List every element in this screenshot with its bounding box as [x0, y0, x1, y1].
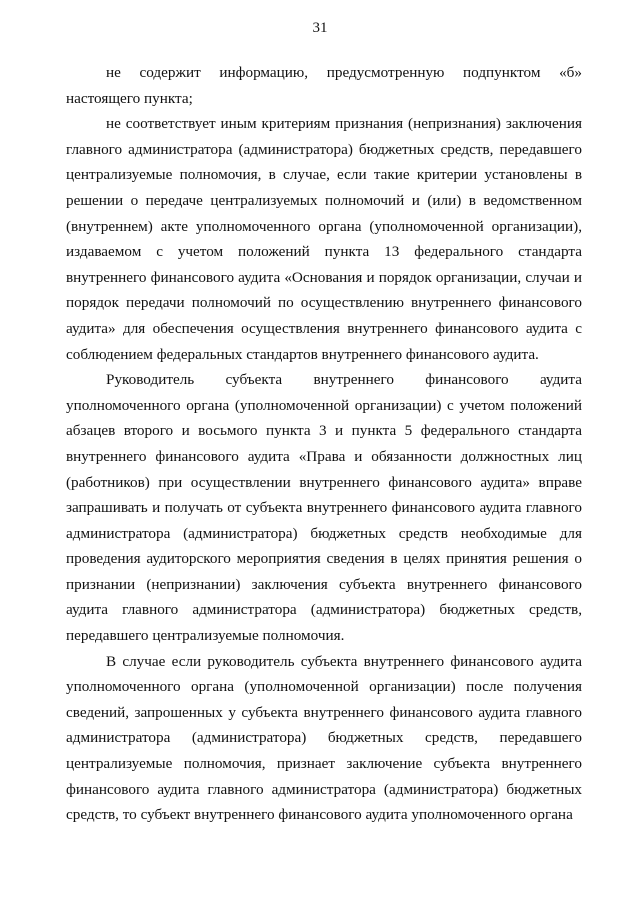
page-number: 31	[312, 20, 328, 36]
paragraph-2: не соответствует иным критериям признания (непризнания) заключения главного администратора (администратора) бюджетных средств, передавшего централизуемые полномочия, в случае, если такие критерии установлены в решении о передаче централизуемых полномочий и (или) в ведомственном (внутреннем) акте уполномоченного органа (уполномоченной организации), издаваемом с учетом положений пункта 13 федерального стандарта внутреннего финансового аудита «Основания и порядок организации, случаи и порядок передачи полномочий по осуществлению внутреннего финансового аудита» для обеспечения осуществления внутреннего финансового аудита с соблюдением федеральных стандартов внутреннего финансового аудита.	[66, 115, 582, 363]
paragraph-4: В случае если руководитель субъекта внутреннего финансового аудита уполномоченного органа (уполномоченной организации) после получения сведений, запрошенных у субъекта внутреннего финансового аудита главного администратора (администратора) бюджетных средств, передавшего централизуемые полномочия, признает заключение субъекта внутреннего финансового аудита главного администратора (администратора) бюджетных средств, то субъект внутреннего финансового аудита уполномоченного органа	[66, 652, 582, 824]
paragraph-3: Руководитель субъекта внутреннего финансового аудита уполномоченного органа (уполномоченной организации) с учетом положений абзацев второго и восьмого пункта 3 и пункта 5 федерального стандарта внутреннего финансового аудита «Права и обязанности должностных лиц (работников) при осуществлении внутреннего финансового аудита» вправе запрашивать и получать от субъекта внутреннего финансового аудита главного администратора (администратора) бюджетных средств необходимые для проведения аудиторского мероприятия сведения в целях принятия решения о признании (непризнании) заключения субъекта внутреннего финансового аудита главного администратора (администратора) бюджетных средств, передавшего централизуемые полномочия.	[66, 371, 582, 645]
document-body	[66, 60, 582, 828]
paragraph-1: не содержит информацию, предусмотренную подпунктом «б» настоящего пункта;	[66, 64, 582, 107]
